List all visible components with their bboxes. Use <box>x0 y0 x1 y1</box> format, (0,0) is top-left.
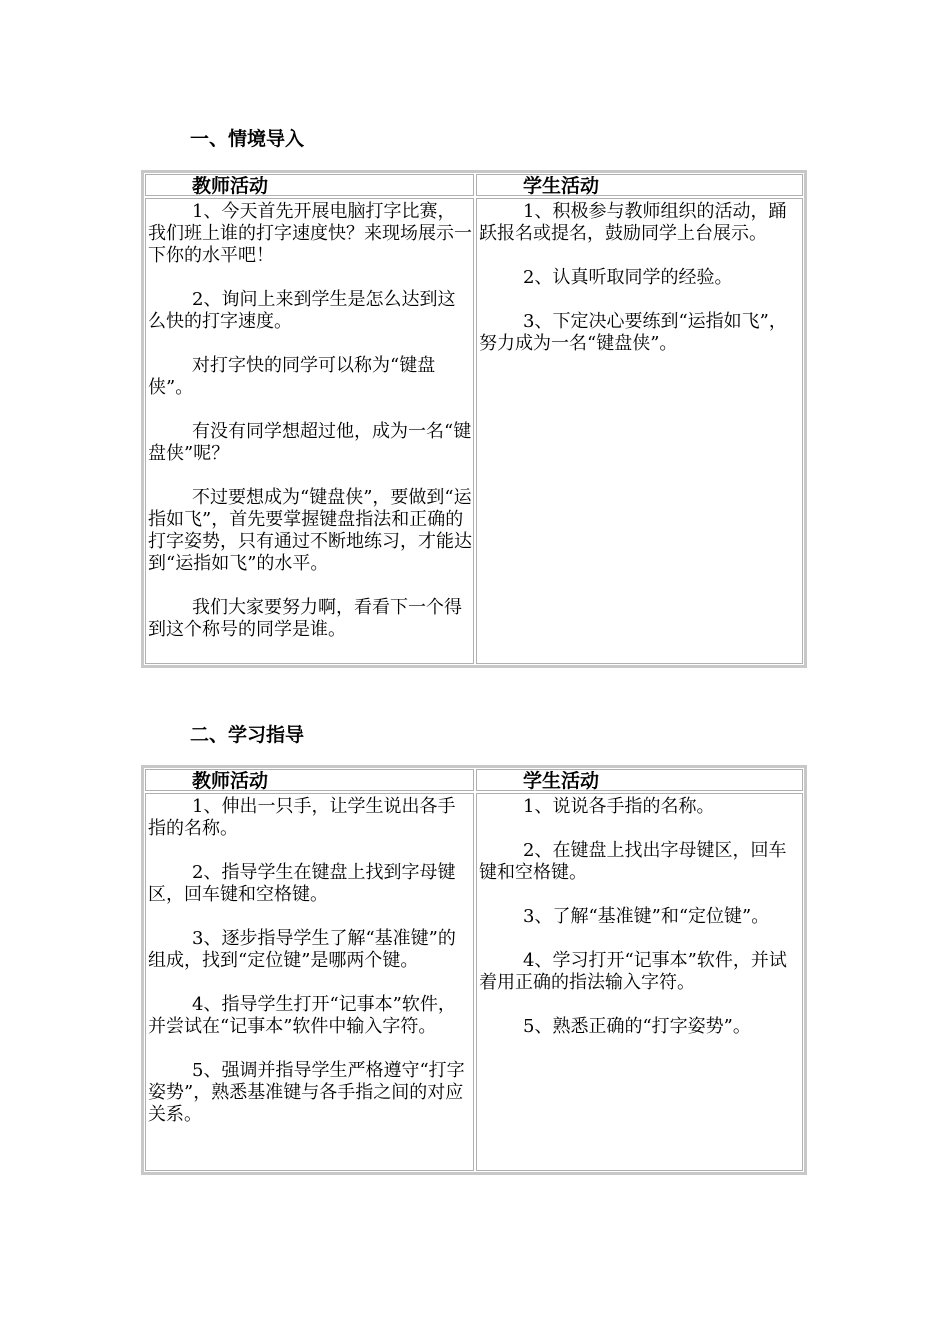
section-1-table <box>141 170 807 668</box>
teacher-paragraph: 2、指导学生在键盘上找到字母键区，回车键和空格键。 <box>148 862 456 905</box>
teacher-paragraph: 1、今天首先开展电脑打字比赛，我们班上谁的打字速度快？来现场展示一下你的水平吧！ <box>148 201 472 266</box>
teacher-paragraph: 我们大家要努力啊，看看下一个得到这个称号的同学是谁。 <box>148 597 462 640</box>
student-activity-header: 学生活动 <box>476 174 803 196</box>
teacher-activity-header: 教师活动 <box>145 174 474 196</box>
teacher-paragraph: 不过要想成为“键盘侠”，要做到“运指如飞”，首先要掌握键盘指法和正确的打字姿势，只有通过不断地练习，才能达到“运指如飞”的水平。 <box>148 487 472 574</box>
teacher-activity-cell <box>145 793 474 1171</box>
teacher-paragraph: 1、伸出一只手，让学生说出各手指的名称。 <box>148 796 456 839</box>
student-paragraph: 3、了解“基准键”和“定位键”。 <box>523 906 770 927</box>
student-paragraph: 2、认真听取同学的经验。 <box>523 267 733 288</box>
student-paragraph: 4、学习打开“记事本”软件，并试着用正确的指法输入字符。 <box>479 950 787 993</box>
teacher-paragraph: 2、询问上来到学生是怎么达到这么快的打字速度。 <box>148 289 456 332</box>
student-paragraph: 1、积极参与教师组织的活动，踊跃报名或提名，鼓励同学上台展示。 <box>479 201 787 244</box>
teacher-activity-header: 教师活动 <box>145 769 474 791</box>
section-2-table <box>141 765 807 1175</box>
teacher-paragraph: 4、指导学生打开“记事本”软件，并尝试在“记事本”软件中输入字符。 <box>148 994 456 1037</box>
teacher-paragraph: 对打字快的同学可以称为“键盘侠”。 <box>148 355 436 398</box>
student-activity-header: 学生活动 <box>476 769 803 791</box>
section-2-title: 二、学习指导 <box>190 724 305 746</box>
teacher-activity-cell <box>145 198 474 664</box>
student-paragraph: 1、说说各手指的名称。 <box>523 796 715 817</box>
teacher-paragraph: 3、逐步指导学生了解“基准键”的组成，找到“定位键”是哪两个键。 <box>148 928 456 971</box>
section-1-title: 一、情境导入 <box>190 128 305 150</box>
student-activity-cell <box>476 793 803 1171</box>
teacher-paragraph: 5、强调并指导学生严格遵守“打字姿势”，熟悉基准键与各手指之间的对应关系。 <box>148 1060 465 1125</box>
student-paragraph: 5、熟悉正确的“打字姿势”。 <box>523 1016 751 1037</box>
student-paragraph: 3、下定决心要练到“运指如飞”，努力成为一名“键盘侠”。 <box>479 311 787 354</box>
student-paragraph: 2、在键盘上找出字母键区，回车键和空格键。 <box>479 840 787 883</box>
student-activity-cell <box>476 198 803 664</box>
teacher-paragraph: 有没有同学想超过他，成为一名“键盘侠”呢？ <box>148 421 472 464</box>
